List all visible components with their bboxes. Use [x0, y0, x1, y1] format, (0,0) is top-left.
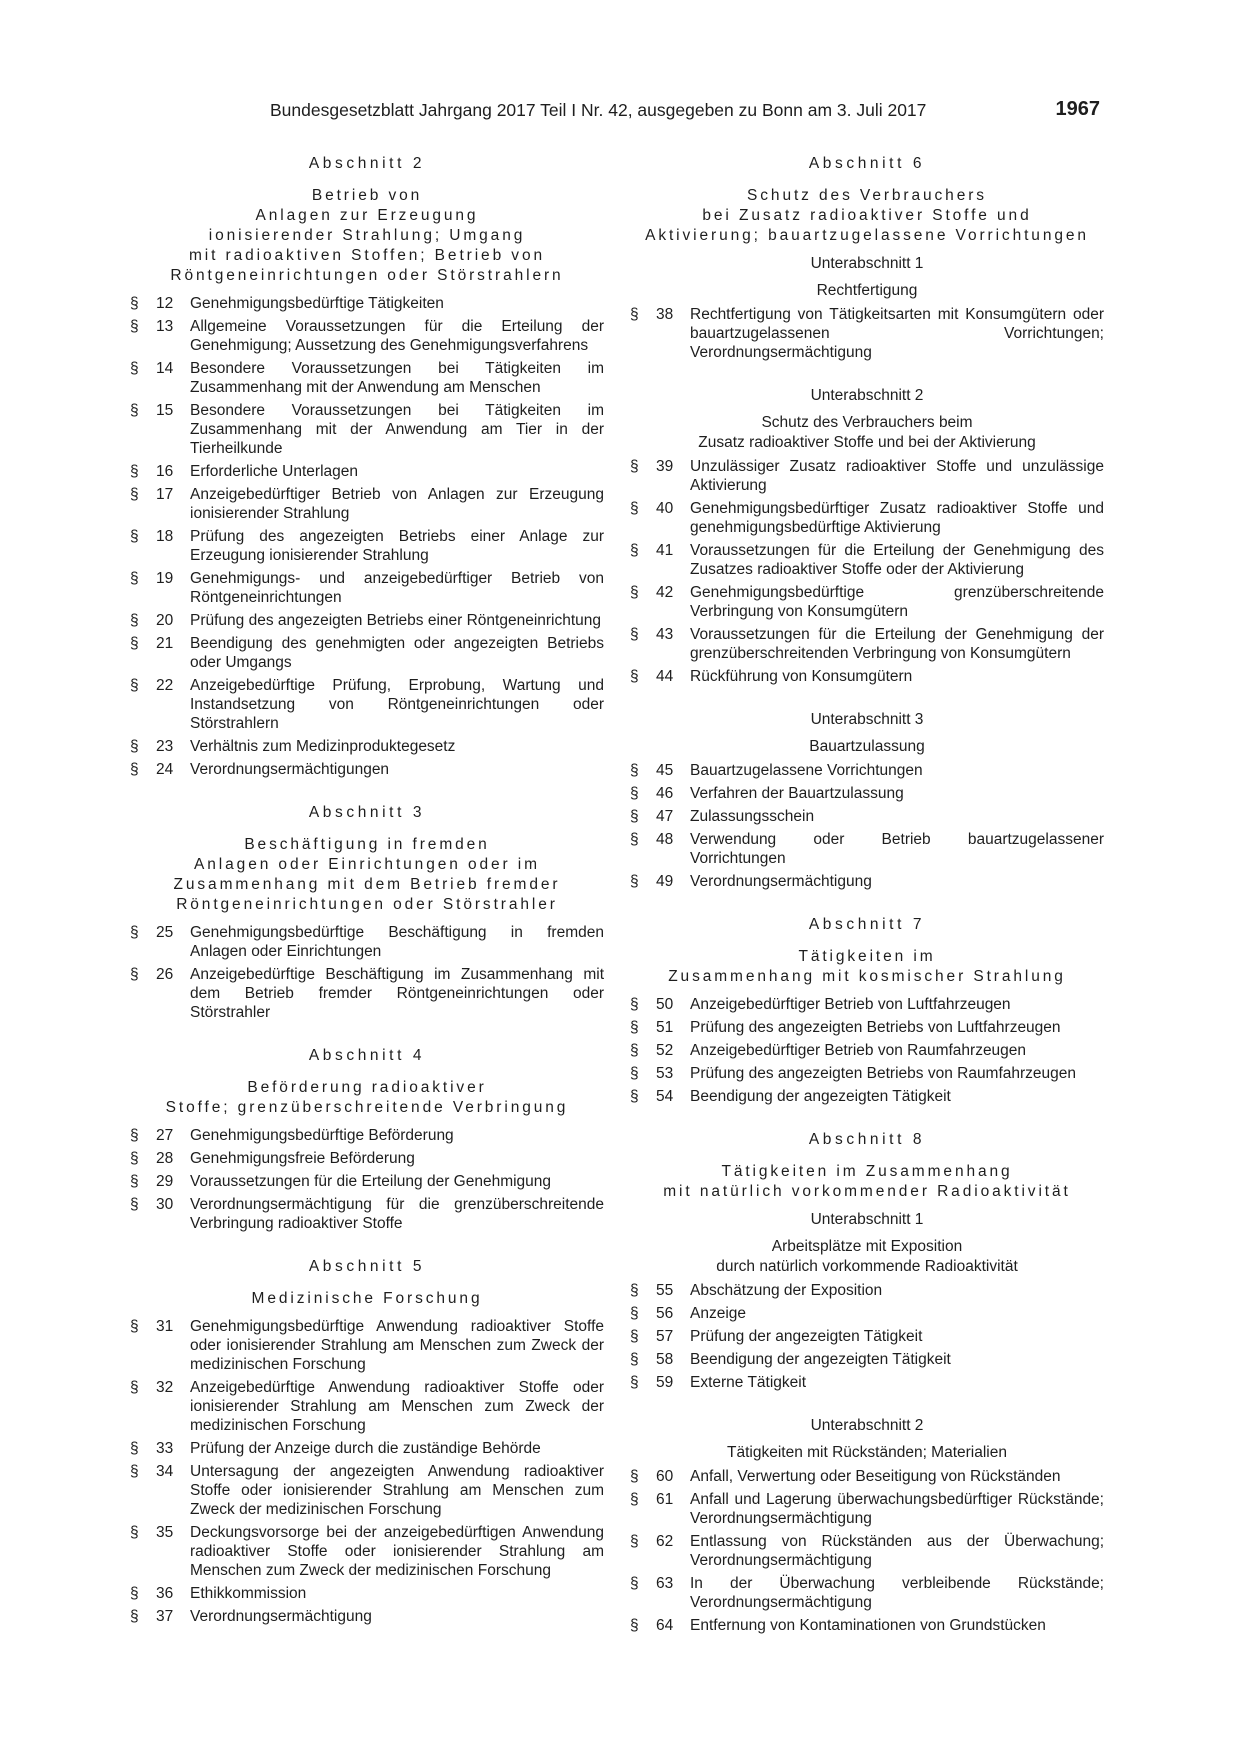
- paragraph-number: 22: [156, 677, 174, 694]
- paragraph-number: 17: [156, 486, 174, 503]
- paragraph-number: 51: [656, 1019, 674, 1036]
- section-symbol: §: [130, 570, 139, 587]
- toc-entry: [130, 737, 604, 756]
- toc-entry: [630, 761, 1104, 780]
- section-symbol: §: [630, 996, 639, 1013]
- section-symbol: §: [630, 1065, 639, 1082]
- toc-entry: [130, 401, 604, 458]
- toc-entry: [130, 294, 604, 313]
- toc-entry: [630, 667, 1104, 686]
- paragraph-number: 34: [156, 1463, 174, 1480]
- paragraph-number: 24: [156, 761, 174, 778]
- paragraph-number: 43: [656, 626, 674, 643]
- toc-entry: [130, 1172, 604, 1191]
- section-symbol: §: [630, 762, 639, 779]
- paragraph-title: Untersagung der angezeigten Anwendung radioaktiver Stoffe oder ionisierender Strahlung am Menschen zum Zweck der medizinischen Forschung: [190, 1463, 604, 1518]
- toc-entry: [630, 1064, 1104, 1083]
- paragraph-number: 64: [656, 1617, 674, 1634]
- toc-entry: [130, 485, 604, 523]
- section-symbol: §: [630, 1374, 639, 1391]
- paragraph-number: 53: [656, 1065, 674, 1082]
- paragraph-title: Genehmigungsbedürftige Anwendung radioaktiver Stoffe oder ionisierender Strahlung am Menschen zum Zweck der medizinischen Forschung: [190, 1318, 604, 1373]
- toc-entry: [630, 1304, 1104, 1323]
- toc-entry: [630, 1018, 1104, 1037]
- section-symbol: §: [630, 873, 639, 890]
- section-symbol: §: [130, 1379, 139, 1396]
- toc-entry: [130, 1607, 604, 1626]
- paragraph-title: Prüfung des angezeigten Betriebs von Luftfahrzeugen: [690, 1019, 1061, 1036]
- subtitle-line: Rechtfertigung: [816, 282, 918, 299]
- paragraph-number: 42: [656, 584, 674, 601]
- paragraph-title: Besondere Voraussetzungen bei Tätigkeiten im Zusammenhang mit der Anwendung am Tier in der Tierheilkunde: [190, 402, 604, 457]
- paragraph-title: Genehmigungs- und anzeigebedürftiger Betrieb von Röntgeneinrichtungen: [190, 570, 604, 606]
- page-number: 1967: [1055, 98, 1100, 120]
- paragraph-number: 52: [656, 1042, 674, 1059]
- section-symbol: §: [130, 528, 139, 545]
- paragraph-title: Rückführung von Konsumgütern: [690, 668, 913, 685]
- section-symbol: §: [130, 635, 139, 652]
- subsection-title: [630, 413, 1104, 453]
- paragraph-title: Anzeigebedürftiger Betrieb von Anlagen zur Erzeugung ionisierender Strahlung: [190, 486, 604, 522]
- paragraph-number: 40: [656, 500, 674, 517]
- paragraph-number: 44: [656, 668, 674, 685]
- paragraph-title: Rechtfertigung von Tätigkeitsarten mit Konsumgütern oder bauartzugelassenen Vorrichtungen; Verordnungsermächtigung: [690, 306, 1104, 361]
- toc-entry: [130, 317, 604, 355]
- section-symbol: §: [130, 924, 139, 941]
- paragraph-number: 61: [656, 1491, 674, 1508]
- toc-entry: [630, 583, 1104, 621]
- section-symbol: §: [130, 1463, 139, 1480]
- paragraph-title: Beendigung der angezeigten Tätigkeit: [690, 1351, 951, 1368]
- section-symbol: §: [630, 1305, 639, 1322]
- paragraph-title: Prüfung des angezeigten Betriebs von Raumfahrzeugen: [690, 1065, 1077, 1082]
- toc-entry: [130, 1149, 604, 1168]
- paragraph-title: Unzulässiger Zusatz radioaktiver Stoffe und unzulässige Aktivierung: [690, 458, 1104, 494]
- heading-line: mit natürlich vorkommender Radioaktivität: [663, 1183, 1071, 1200]
- subtitle-line: Zusatz radioaktiver Stoffe und bei der Aktivierung: [698, 434, 1036, 451]
- paragraph-number: 21: [156, 635, 174, 652]
- toc-entry: [130, 1439, 604, 1458]
- section-symbol: §: [130, 761, 139, 778]
- subsection-label: Unterabschnitt 2: [810, 1417, 924, 1434]
- toc-entry: [130, 634, 604, 672]
- paragraph-number: 26: [156, 966, 174, 983]
- toc-entry: [630, 1087, 1104, 1106]
- section-a4: [130, 1046, 604, 1233]
- paragraph-title: Verwendung oder Betrieb bauartzugelassener Vorrichtungen: [690, 831, 1104, 867]
- paragraph-number: 47: [656, 808, 674, 825]
- section-title: Abschnitt 3: [308, 804, 426, 821]
- section-a8: [630, 1130, 1104, 1635]
- heading-line: Beschäftigung in fremden: [244, 836, 490, 853]
- section-symbol: §: [130, 360, 139, 377]
- toc-entry: [130, 923, 604, 961]
- paragraph-number: 19: [156, 570, 174, 587]
- page-header: [270, 100, 1100, 126]
- paragraph-title: Anzeigebedürftiger Betrieb von Raumfahrzeugen: [690, 1042, 1027, 1059]
- heading-line: Röntgeneinrichtungen oder Störstrahler: [176, 896, 558, 913]
- heading-line: Schutz des Verbrauchers: [747, 187, 987, 204]
- paragraph-title: Prüfung des angezeigten Betriebs einer Anlage zur Erzeugung ionisierender Strahlung: [190, 528, 604, 564]
- paragraph-number: 35: [156, 1524, 174, 1541]
- paragraph-title: Genehmigungsbedürftige Beförderung: [190, 1127, 454, 1144]
- heading-line: Stoffe; grenzüberschreitende Verbringung: [165, 1099, 569, 1116]
- subtitle-line: durch natürlich vorkommende Radioaktivität: [716, 1258, 1018, 1275]
- heading-line: Anlagen zur Erzeugung: [255, 207, 479, 224]
- paragraph-title: Anzeigebedürftiger Betrieb von Luftfahrzeugen: [690, 996, 1011, 1013]
- paragraph-title: Allgemeine Voraussetzungen für die Erteilung der Genehmigung; Aussetzung des Genehmigungsverfahrens: [190, 318, 604, 354]
- section-symbol: §: [630, 542, 639, 559]
- paragraph-title: In der Überwachung verbleibende Rückstände; Verordnungsermächtigung: [690, 1575, 1104, 1611]
- toc-entry: [630, 830, 1104, 868]
- section-symbol: §: [130, 1608, 139, 1625]
- right-column: [630, 154, 1104, 1639]
- heading-line: Anlagen oder Einrichtungen oder im: [194, 856, 540, 873]
- heading-line: ionisierender Strahlung; Umgang: [208, 227, 526, 244]
- left-column: [130, 154, 604, 1630]
- paragraph-number: 32: [156, 1379, 174, 1396]
- toc-entry: [130, 676, 604, 733]
- section-title: Abschnitt 4: [308, 1047, 426, 1064]
- paragraph-number: 39: [656, 458, 674, 475]
- section-symbol: §: [630, 458, 639, 475]
- toc-list: [130, 1317, 604, 1626]
- paragraph-number: 16: [156, 463, 174, 480]
- section-symbol: §: [130, 677, 139, 694]
- paragraph-number: 14: [156, 360, 174, 377]
- paragraph-title: Genehmigungsbedürftige Beschäftigung in fremden Anlagen oder Einrichtungen: [190, 924, 604, 960]
- section-symbol: §: [630, 808, 639, 825]
- toc-list: [130, 1126, 604, 1233]
- paragraph-number: 37: [156, 1608, 174, 1625]
- toc-entry: [630, 1327, 1104, 1346]
- toc-entry: [630, 1041, 1104, 1060]
- paragraph-number: 48: [656, 831, 674, 848]
- heading-line: Tätigkeiten im: [798, 948, 936, 965]
- paragraph-title: Prüfung der Anzeige durch die zuständige Behörde: [190, 1440, 541, 1457]
- paragraph-number: 56: [656, 1305, 674, 1322]
- paragraph-number: 55: [656, 1282, 674, 1299]
- subsection-label: Unterabschnitt 1: [810, 255, 924, 272]
- toc-entry: [130, 359, 604, 397]
- paragraph-title: Abschätzung der Exposition: [690, 1282, 883, 1299]
- toc-entry: [630, 499, 1104, 537]
- toc-entry: [630, 1350, 1104, 1369]
- section-symbol: §: [630, 1351, 639, 1368]
- toc-entry: [630, 457, 1104, 495]
- heading-line: Betrieb von: [311, 187, 423, 204]
- paragraph-title: Verordnungsermächtigung: [690, 873, 872, 890]
- section-heading: [130, 1289, 604, 1309]
- paragraph-number: 59: [656, 1374, 674, 1391]
- section-symbol: §: [630, 584, 639, 601]
- paragraph-number: 41: [656, 542, 674, 559]
- paragraph-title: Voraussetzungen für die Erteilung der Genehmigung der grenzüberschreitenden Verbringung von Konsumgütern: [690, 626, 1104, 662]
- section-symbol: §: [130, 1196, 139, 1213]
- section-a5: [130, 1257, 604, 1626]
- toc-entry: [130, 527, 604, 565]
- paragraph-title: Voraussetzungen für die Erteilung der Genehmigung: [190, 1173, 552, 1190]
- subsection-label: Unterabschnitt 3: [810, 711, 924, 728]
- section-symbol: §: [130, 1440, 139, 1457]
- section-symbol: §: [130, 318, 139, 335]
- paragraph-title: Genehmigungsfreie Beförderung: [190, 1150, 415, 1167]
- section-symbol: §: [130, 1150, 139, 1167]
- section-title: Abschnitt 8: [808, 1131, 926, 1148]
- toc-list: [630, 305, 1104, 362]
- paragraph-title: Prüfung des angezeigten Betriebs einer Röntgeneinrichtung: [190, 612, 602, 629]
- paragraph-number: 38: [656, 306, 674, 323]
- section-title: Abschnitt 2: [308, 155, 426, 172]
- section-a3: [130, 803, 604, 1022]
- paragraph-title: Genehmigungsbedürftige Tätigkeiten: [190, 295, 444, 312]
- toc-list: [130, 923, 604, 1022]
- heading-line: Röntgeneinrichtungen oder Störstrahlern: [170, 267, 564, 284]
- subsection-title: [630, 737, 1104, 757]
- toc-entry: [630, 1574, 1104, 1612]
- subsection-title: [630, 281, 1104, 301]
- paragraph-number: 54: [656, 1088, 674, 1105]
- section-a6: [630, 154, 1104, 891]
- paragraph-title: Externe Tätigkeit: [690, 1374, 807, 1391]
- toc-list: [630, 995, 1104, 1106]
- paragraph-title: Deckungsvorsorge bei der anzeigebedürftigen Anwendung radioaktiver Stoffe oder ionisierender Strahlung am Menschen zum Zweck der medizinischen Forschung: [190, 1524, 604, 1579]
- section-symbol: §: [130, 1318, 139, 1335]
- toc-entry: [130, 1195, 604, 1233]
- paragraph-title: Anzeigebedürftige Anwendung radioaktiver Stoffe oder ionisierender Strahlung am Menschen zum Zweck der medizinischen Forschung: [190, 1379, 604, 1434]
- paragraph-number: 12: [156, 295, 174, 312]
- section-symbol: §: [130, 612, 139, 629]
- toc-entry: [630, 872, 1104, 891]
- paragraph-number: 50: [656, 996, 674, 1013]
- toc-entry: [130, 1317, 604, 1374]
- paragraph-title: Anzeige: [690, 1305, 747, 1322]
- journal-header: Bundesgesetzblatt Jahrgang 2017 Teil I Nr. 42, ausgegeben zu Bonn am 3. Juli 2017: [270, 100, 927, 120]
- subsection-title: [630, 1443, 1104, 1463]
- paragraph-title: Beendigung des genehmigten oder angezeigten Betriebs oder Umgangs: [190, 635, 604, 671]
- paragraph-number: 18: [156, 528, 174, 545]
- toc-entry: [130, 569, 604, 607]
- section-symbol: §: [130, 1127, 139, 1144]
- toc-entry: [630, 305, 1104, 362]
- section-symbol: §: [630, 1042, 639, 1059]
- paragraph-title: Genehmigungsbedürftige grenzüberschreitende Verbringung von Konsumgütern: [690, 584, 1104, 620]
- heading-line: Beförderung radioaktiver: [247, 1079, 487, 1096]
- section-a2: [130, 154, 604, 779]
- toc-entry: [630, 1616, 1104, 1635]
- section-symbol: §: [130, 1173, 139, 1190]
- section-symbol: §: [630, 1088, 639, 1105]
- subtitle-line: Schutz des Verbrauchers beim: [761, 414, 973, 431]
- paragraph-title: Verordnungsermächtigungen: [190, 761, 390, 778]
- toc-entry: [630, 625, 1104, 663]
- section-heading: [630, 186, 1104, 246]
- paragraph-number: 27: [156, 1127, 174, 1144]
- paragraph-number: 31: [156, 1318, 174, 1335]
- subsection-title: [630, 1237, 1104, 1277]
- toc-list: [130, 294, 604, 779]
- paragraph-number: 36: [156, 1585, 174, 1602]
- paragraph-number: 15: [156, 402, 174, 419]
- section-symbol: §: [130, 738, 139, 755]
- heading-line: Zusammenhang mit dem Betrieb fremder: [173, 876, 561, 893]
- toc-entry: [630, 1532, 1104, 1570]
- toc-entry: [630, 995, 1104, 1014]
- section-heading: [630, 947, 1104, 987]
- subtitle-line: Arbeitsplätze mit Exposition: [771, 1238, 963, 1255]
- section-symbol: §: [630, 1575, 639, 1592]
- paragraph-title: Verhältnis zum Medizinproduktegesetz: [190, 738, 456, 755]
- paragraph-title: Genehmigungsbedürftiger Zusatz radioaktiver Stoffe und genehmigungsbedürftige Aktivierung: [690, 500, 1104, 536]
- section-heading: [630, 1162, 1104, 1202]
- toc-list: [630, 1467, 1104, 1635]
- paragraph-title: Verordnungsermächtigung für die grenzüberschreitende Verbringung radioaktiver Stoffe: [190, 1196, 604, 1232]
- section-symbol: §: [630, 1617, 639, 1634]
- paragraph-title: Anfall, Verwertung oder Beseitigung von Rückständen: [690, 1468, 1061, 1485]
- paragraph-title: Zulassungsschein: [690, 808, 815, 825]
- section-symbol: §: [630, 306, 639, 323]
- toc-list: [630, 1281, 1104, 1392]
- section-symbol: §: [630, 500, 639, 517]
- section-symbol: §: [630, 831, 639, 848]
- section-heading: [130, 835, 604, 915]
- toc-entry: [130, 1523, 604, 1580]
- paragraph-title: Ethikkommission: [190, 1585, 307, 1602]
- section-symbol: §: [130, 1524, 139, 1541]
- paragraph-number: 58: [656, 1351, 674, 1368]
- paragraph-title: Bauartzugelassene Vorrichtungen: [690, 762, 923, 779]
- subtitle-line: Bauartzulassung: [809, 738, 925, 755]
- section-title: Abschnitt 5: [308, 1258, 426, 1275]
- subsection-label: Unterabschnitt 2: [810, 387, 924, 404]
- section-symbol: §: [630, 1468, 639, 1485]
- section-symbol: §: [630, 1019, 639, 1036]
- section-title: Abschnitt 6: [808, 155, 926, 172]
- paragraph-title: Verfahren der Bauartzulassung: [690, 785, 904, 802]
- toc-entry: [630, 1281, 1104, 1300]
- section-symbol: §: [130, 402, 139, 419]
- paragraph-title: Erforderliche Unterlagen: [190, 463, 359, 480]
- heading-line: Tätigkeiten im Zusammenhang: [721, 1163, 1013, 1180]
- paragraph-title: Anzeigebedürftige Beschäftigung im Zusammenhang mit dem Betrieb fremder Röntgeneinrichtungen oder Störstrahler: [190, 966, 604, 1021]
- toc-entry: [130, 965, 604, 1022]
- section-heading: [130, 1078, 604, 1118]
- section-symbol: §: [130, 486, 139, 503]
- toc-list: [630, 457, 1104, 686]
- paragraph-number: 60: [656, 1468, 674, 1485]
- section-symbol: §: [130, 1585, 139, 1602]
- paragraph-number: 57: [656, 1328, 674, 1345]
- paragraph-title: Beendigung der angezeigten Tätigkeit: [690, 1088, 951, 1105]
- heading-line: Zusammenhang mit kosmischer Strahlung: [668, 968, 1066, 985]
- toc-entry: [130, 1462, 604, 1519]
- paragraph-title: Entlassung von Rückständen aus der Überwachung; Verordnungsermächtigung: [690, 1533, 1104, 1569]
- section-symbol: §: [630, 1282, 639, 1299]
- paragraph-number: 13: [156, 318, 174, 335]
- section-symbol: §: [630, 785, 639, 802]
- heading-line: Medizinische Forschung: [251, 1290, 483, 1307]
- paragraph-number: 23: [156, 738, 174, 755]
- paragraph-number: 29: [156, 1173, 174, 1190]
- toc-entry: [130, 462, 604, 481]
- paragraph-title: Voraussetzungen für die Erteilung der Genehmigung des Zusatzes radioaktiver Stoffe oder der Aktivierung: [690, 542, 1104, 578]
- paragraph-number: 63: [656, 1575, 674, 1592]
- toc-entry: [630, 784, 1104, 803]
- section-heading: [130, 186, 604, 286]
- paragraph-title: Verordnungsermächtigung: [190, 1608, 372, 1625]
- toc-entry: [130, 1378, 604, 1435]
- heading-line: mit radioaktiven Stoffen; Betrieb von: [188, 247, 545, 264]
- section-symbol: §: [630, 668, 639, 685]
- section-symbol: §: [630, 626, 639, 643]
- paragraph-title: Anzeigebedürftige Prüfung, Erprobung, Wartung und Instandsetzung von Röntgeneinrichtungen oder Störstrahlern: [190, 677, 604, 732]
- paragraph-title: Entfernung von Kontaminationen von Grundstücken: [690, 1617, 1046, 1634]
- toc-entry: [630, 1467, 1104, 1486]
- paragraph-number: 62: [656, 1533, 674, 1550]
- toc-entry: [630, 1373, 1104, 1392]
- section-symbol: §: [630, 1491, 639, 1508]
- toc-entry: [130, 611, 604, 630]
- paragraph-title: Besondere Voraussetzungen bei Tätigkeiten im Zusammenhang mit der Anwendung am Menschen: [190, 360, 604, 396]
- paragraph-number: 20: [156, 612, 174, 629]
- toc-list: [630, 761, 1104, 891]
- heading-line: bei Zusatz radioaktiver Stoffe und: [702, 207, 1032, 224]
- paragraph-number: 30: [156, 1196, 174, 1213]
- section-symbol: §: [130, 295, 139, 312]
- toc-entry: [630, 807, 1104, 826]
- toc-entry: [630, 541, 1104, 579]
- toc-entry: [130, 1584, 604, 1603]
- paragraph-number: 28: [156, 1150, 174, 1167]
- section-symbol: §: [130, 463, 139, 480]
- section-symbol: §: [630, 1328, 639, 1345]
- section-symbol: §: [130, 966, 139, 983]
- paragraph-title: Prüfung der angezeigten Tätigkeit: [690, 1328, 923, 1345]
- heading-line: Aktivierung; bauartzugelassene Vorrichtungen: [645, 227, 1089, 244]
- toc-entry: [630, 1490, 1104, 1528]
- section-title: Abschnitt 7: [808, 916, 926, 933]
- subtitle-line: Tätigkeiten mit Rückständen; Materialien: [727, 1444, 1007, 1461]
- toc-entry: [130, 760, 604, 779]
- toc-entry: [130, 1126, 604, 1145]
- paragraph-number: 49: [656, 873, 674, 890]
- paragraph-number: 45: [656, 762, 674, 779]
- subsection-label: Unterabschnitt 1: [810, 1211, 924, 1228]
- section-symbol: §: [630, 1533, 639, 1550]
- section-a7: [630, 915, 1104, 1106]
- paragraph-title: Anfall und Lagerung überwachungsbedürftiger Rückstände; Verordnungsermächtigung: [690, 1491, 1104, 1527]
- paragraph-number: 46: [656, 785, 674, 802]
- paragraph-number: 33: [156, 1440, 174, 1457]
- paragraph-number: 25: [156, 924, 174, 941]
